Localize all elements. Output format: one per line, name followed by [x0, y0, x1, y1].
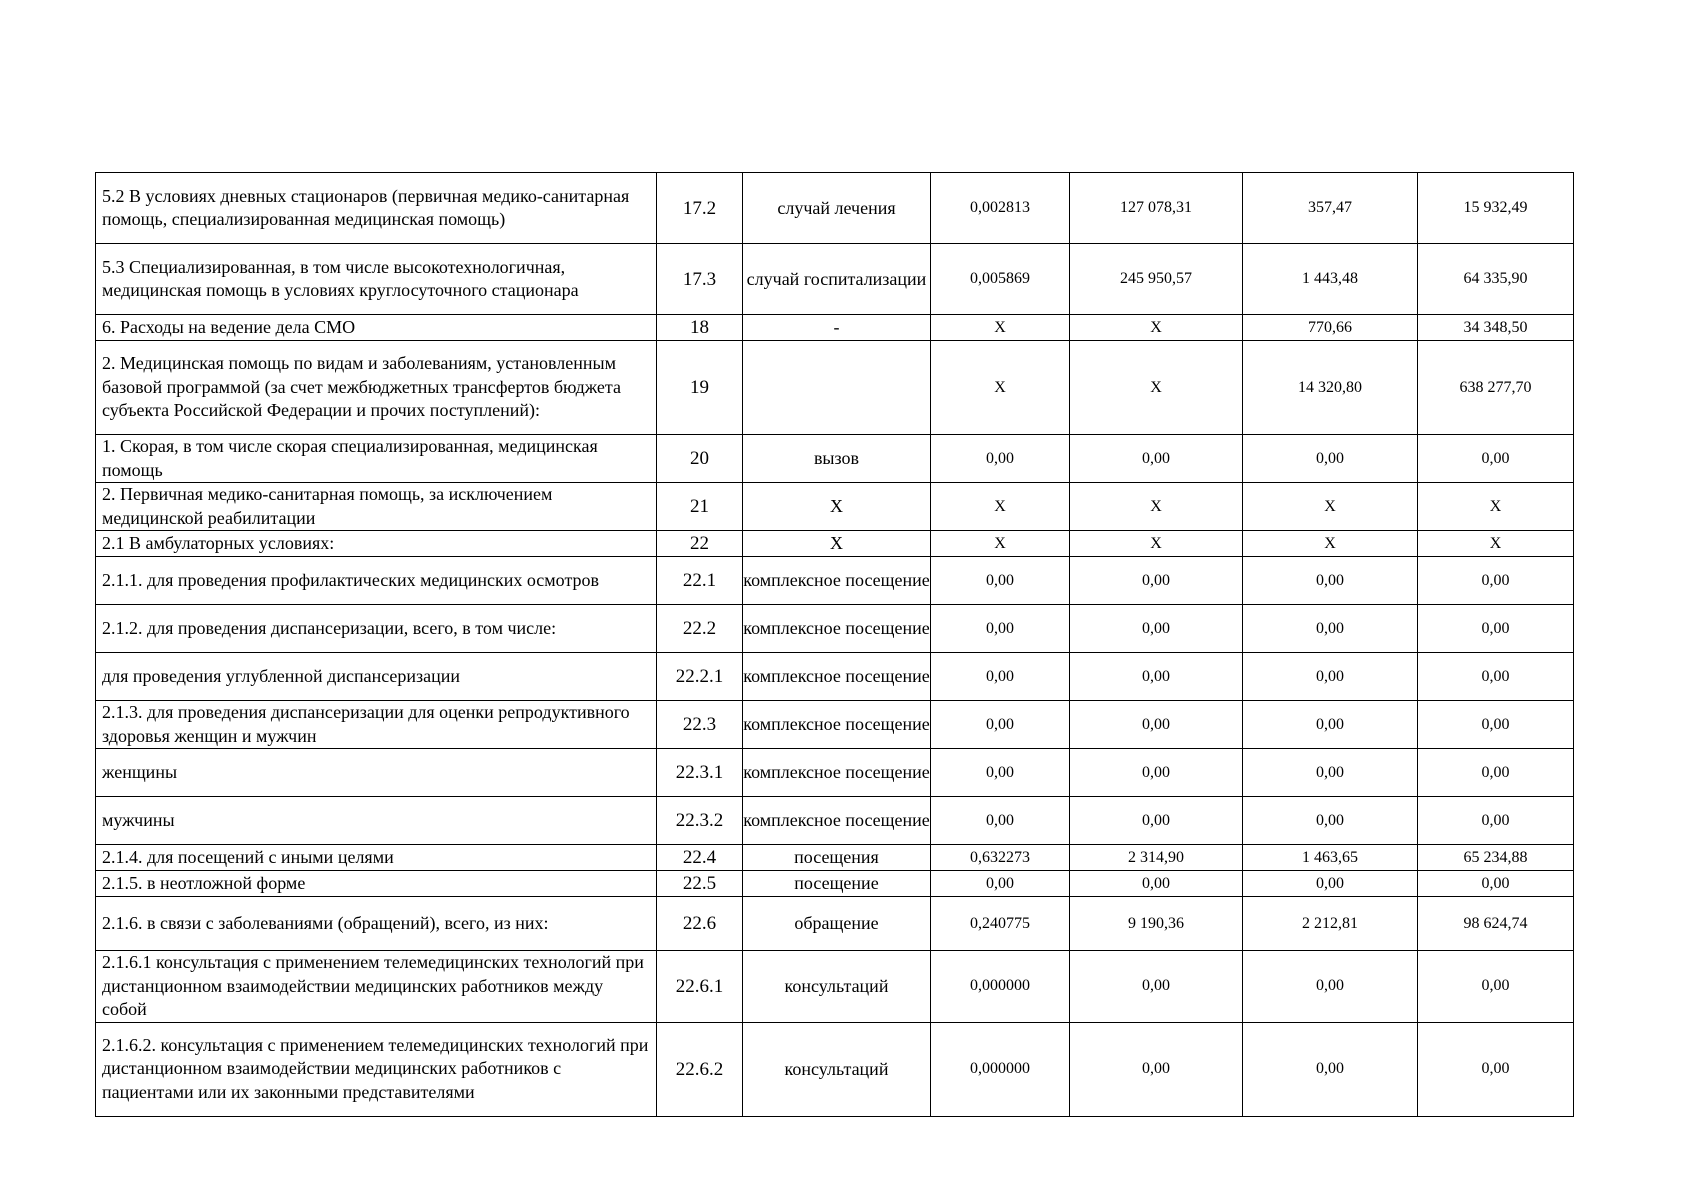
- financing-table: [95, 172, 1574, 1117]
- row-cost-norm: 9 190,36: [1070, 897, 1243, 951]
- row-cost-norm: X: [1070, 341, 1243, 435]
- row-line-number: 22.2: [657, 605, 743, 653]
- table-row: [96, 749, 1574, 797]
- row-total: 0,00: [1418, 435, 1574, 483]
- row-total: 34 348,50: [1418, 315, 1574, 341]
- row-volume-norm: 0,000000: [931, 951, 1070, 1023]
- table-row: [96, 341, 1574, 435]
- row-unit: случай лечения: [743, 173, 931, 244]
- row-unit: комплексное посещение: [743, 557, 931, 605]
- row-volume-norm: 0,00: [931, 557, 1070, 605]
- row-unit: консультаций: [743, 951, 931, 1023]
- table-row: [96, 1022, 1574, 1116]
- row-unit: комплексное посещение: [743, 701, 931, 749]
- row-label: 2.1.1. для проведения профилактических медицинских осмотров: [96, 557, 657, 605]
- row-label: 6. Расходы на ведение дела СМО: [96, 315, 657, 341]
- row-line-number: 19: [657, 341, 743, 435]
- row-per-capita: 0,00: [1243, 701, 1418, 749]
- row-label: 5.3 Специализированная, в том числе высокотехнологичная, медицинская помощь в условиях круглосуточного стационара: [96, 244, 657, 315]
- table-row: [96, 435, 1574, 483]
- row-total: 638 277,70: [1418, 341, 1574, 435]
- table-row: [96, 653, 1574, 701]
- row-volume-norm: 0,005869: [931, 244, 1070, 315]
- row-total: X: [1418, 483, 1574, 531]
- row-total: 65 234,88: [1418, 845, 1574, 871]
- row-cost-norm: 0,00: [1070, 1022, 1243, 1116]
- row-cost-norm: 0,00: [1070, 653, 1243, 701]
- table-row: [96, 483, 1574, 531]
- row-volume-norm: 0,632273: [931, 845, 1070, 871]
- row-label: 2.1.6.1 консультация с применением телемедицинских технологий при дистанционном взаимодействии медицинских работников между собой: [96, 951, 657, 1023]
- row-per-capita: 0,00: [1243, 653, 1418, 701]
- row-total: 0,00: [1418, 605, 1574, 653]
- row-unit: обращение: [743, 897, 931, 951]
- row-unit: X: [743, 531, 931, 557]
- row-per-capita: 357,47: [1243, 173, 1418, 244]
- row-per-capita: 2 212,81: [1243, 897, 1418, 951]
- row-total: 0,00: [1418, 749, 1574, 797]
- row-line-number: 17.2: [657, 173, 743, 244]
- row-per-capita: 0,00: [1243, 951, 1418, 1023]
- row-unit: -: [743, 315, 931, 341]
- table-body: [96, 173, 1574, 1117]
- row-total: 98 624,74: [1418, 897, 1574, 951]
- row-per-capita: X: [1243, 531, 1418, 557]
- row-line-number: 22.1: [657, 557, 743, 605]
- row-line-number: 18: [657, 315, 743, 341]
- table-row: [96, 951, 1574, 1023]
- row-line-number: 22.3.1: [657, 749, 743, 797]
- row-total: X: [1418, 531, 1574, 557]
- row-label: мужчины: [96, 797, 657, 845]
- row-volume-norm: 0,00: [931, 605, 1070, 653]
- row-volume-norm: X: [931, 341, 1070, 435]
- row-line-number: 20: [657, 435, 743, 483]
- row-label: 2.1.4. для посещений с иными целями: [96, 845, 657, 871]
- row-unit: посещение: [743, 871, 931, 897]
- row-per-capita: 1 463,65: [1243, 845, 1418, 871]
- row-volume-norm: 0,240775: [931, 897, 1070, 951]
- row-unit: [743, 341, 931, 435]
- row-line-number: 22.4: [657, 845, 743, 871]
- row-total: 0,00: [1418, 951, 1574, 1023]
- row-cost-norm: 0,00: [1070, 951, 1243, 1023]
- row-cost-norm: 0,00: [1070, 871, 1243, 897]
- row-per-capita: 770,66: [1243, 315, 1418, 341]
- row-total: 0,00: [1418, 1022, 1574, 1116]
- row-per-capita: 0,00: [1243, 749, 1418, 797]
- row-total: 64 335,90: [1418, 244, 1574, 315]
- table-row: [96, 557, 1574, 605]
- row-label: 5.2 В условиях дневных стационаров (первичная медико-санитарная помощь, специализированная медицинская помощь): [96, 173, 657, 244]
- row-unit: посещения: [743, 845, 931, 871]
- row-per-capita: 0,00: [1243, 435, 1418, 483]
- row-line-number: 22.5: [657, 871, 743, 897]
- row-total: 15 932,49: [1418, 173, 1574, 244]
- row-per-capita: 0,00: [1243, 1022, 1418, 1116]
- row-per-capita: 0,00: [1243, 797, 1418, 845]
- table-row: [96, 605, 1574, 653]
- row-label: 2. Медицинская помощь по видам и заболеваниям, установленным базовой программой (за счет межбюджетных трансфертов бюджета субъекта Российской Федерации и прочих поступлений):: [96, 341, 657, 435]
- row-cost-norm: 0,00: [1070, 749, 1243, 797]
- row-volume-norm: X: [931, 483, 1070, 531]
- row-volume-norm: 0,00: [931, 749, 1070, 797]
- row-line-number: 22.6: [657, 897, 743, 951]
- row-per-capita: 0,00: [1243, 605, 1418, 653]
- table-row: [96, 315, 1574, 341]
- row-unit: комплексное посещение: [743, 653, 931, 701]
- row-line-number: 22.2.1: [657, 653, 743, 701]
- row-label: 2. Первичная медико-санитарная помощь, за исключением медицинской реабилитации: [96, 483, 657, 531]
- row-label: 2.1 В амбулаторных условиях:: [96, 531, 657, 557]
- row-line-number: 22.3.2: [657, 797, 743, 845]
- row-volume-norm: 0,00: [931, 435, 1070, 483]
- row-unit: консультаций: [743, 1022, 931, 1116]
- row-label: для проведения углубленной диспансеризации: [96, 653, 657, 701]
- row-cost-norm: 0,00: [1070, 557, 1243, 605]
- row-line-number: 22.6.1: [657, 951, 743, 1023]
- row-label: женщины: [96, 749, 657, 797]
- table-row: [96, 173, 1574, 244]
- row-unit: X: [743, 483, 931, 531]
- row-per-capita: X: [1243, 483, 1418, 531]
- table-row: [96, 701, 1574, 749]
- row-line-number: 22.6.2: [657, 1022, 743, 1116]
- row-cost-norm: X: [1070, 483, 1243, 531]
- row-label: 2.1.6.2. консультация с применением телемедицинских технологий при дистанционном взаимодействии медицинских работников с пациентами или их законными представителями: [96, 1022, 657, 1116]
- table-row: [96, 897, 1574, 951]
- row-cost-norm: 127 078,31: [1070, 173, 1243, 244]
- table-row: [96, 531, 1574, 557]
- row-volume-norm: 0,002813: [931, 173, 1070, 244]
- table-row: [96, 871, 1574, 897]
- row-cost-norm: 0,00: [1070, 605, 1243, 653]
- row-label: 2.1.6. в связи с заболеваниями (обращений), всего, из них:: [96, 897, 657, 951]
- row-line-number: 22: [657, 531, 743, 557]
- row-volume-norm: 0,00: [931, 871, 1070, 897]
- row-per-capita: 1 443,48: [1243, 244, 1418, 315]
- row-unit: комплексное посещение: [743, 797, 931, 845]
- row-cost-norm: X: [1070, 315, 1243, 341]
- row-volume-norm: 0,00: [931, 653, 1070, 701]
- row-per-capita: 0,00: [1243, 871, 1418, 897]
- table-row: [96, 797, 1574, 845]
- row-unit: комплексное посещение: [743, 605, 931, 653]
- table-row: [96, 244, 1574, 315]
- row-total: 0,00: [1418, 701, 1574, 749]
- row-unit: вызов: [743, 435, 931, 483]
- row-volume-norm: X: [931, 531, 1070, 557]
- row-cost-norm: X: [1070, 531, 1243, 557]
- row-cost-norm: 0,00: [1070, 435, 1243, 483]
- row-line-number: 21: [657, 483, 743, 531]
- row-total: 0,00: [1418, 797, 1574, 845]
- row-label: 1. Скорая, в том числе скорая специализированная, медицинская помощь: [96, 435, 657, 483]
- row-total: 0,00: [1418, 557, 1574, 605]
- row-cost-norm: 0,00: [1070, 797, 1243, 845]
- row-line-number: 17.3: [657, 244, 743, 315]
- row-per-capita: 14 320,80: [1243, 341, 1418, 435]
- row-volume-norm: 0,00: [931, 701, 1070, 749]
- row-label: 2.1.5. в неотложной форме: [96, 871, 657, 897]
- row-label: 2.1.3. для проведения диспансеризации для оценки репродуктивного здоровья женщин и мужчин: [96, 701, 657, 749]
- row-total: 0,00: [1418, 871, 1574, 897]
- row-total: 0,00: [1418, 653, 1574, 701]
- row-per-capita: 0,00: [1243, 557, 1418, 605]
- row-cost-norm: 2 314,90: [1070, 845, 1243, 871]
- row-line-number: 22.3: [657, 701, 743, 749]
- row-unit: комплексное посещение: [743, 749, 931, 797]
- table-row: [96, 845, 1574, 871]
- row-label: 2.1.2. для проведения диспансеризации, всего, в том числе:: [96, 605, 657, 653]
- row-volume-norm: 0,000000: [931, 1022, 1070, 1116]
- row-volume-norm: X: [931, 315, 1070, 341]
- row-volume-norm: 0,00: [931, 797, 1070, 845]
- row-cost-norm: 245 950,57: [1070, 244, 1243, 315]
- row-unit: случай госпитализации: [743, 244, 931, 315]
- row-cost-norm: 0,00: [1070, 701, 1243, 749]
